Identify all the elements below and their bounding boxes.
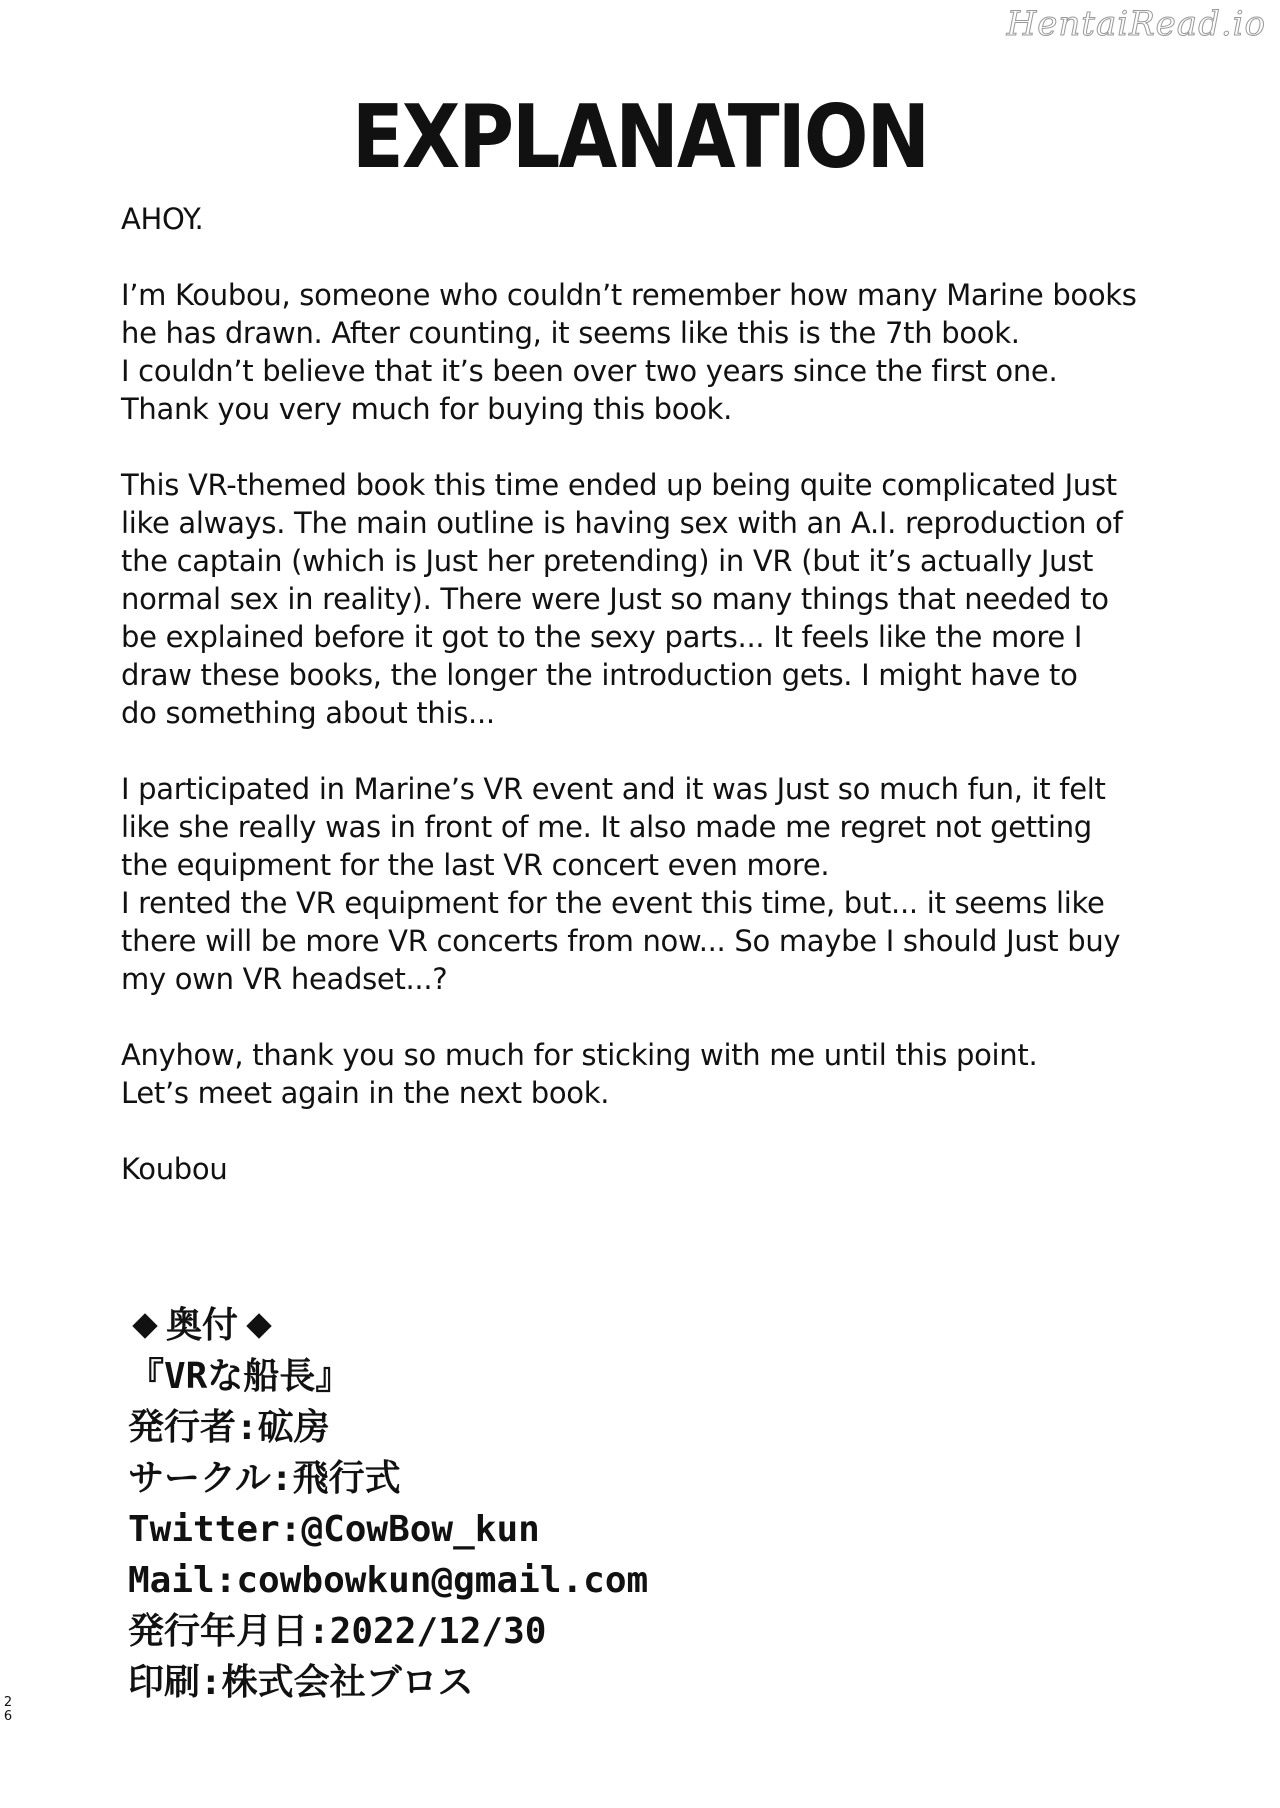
paragraph-line: I couldn’t believe that it’s been over two years since the first one. xyxy=(121,354,1058,388)
paragraph-line: the equipment for the last VR concert even more. xyxy=(121,848,830,882)
page-number-digit: 6 xyxy=(3,1709,13,1724)
site-watermark: HentaiRead.io xyxy=(1006,4,1266,44)
colophon-printer: 印刷:株式会社ブロス xyxy=(128,1662,474,1703)
paragraph-line: the captain (which is Just her pretending) in VR (but it’s actually Just xyxy=(121,544,1094,578)
paragraph-line: Let’s meet again in the next book. xyxy=(121,1076,610,1110)
paragraph-3 xyxy=(121,770,1181,998)
paragraph-line: I’m Koubou, someone who couldn’t remember how many Marine books xyxy=(121,278,1137,312)
afterword-body xyxy=(121,200,1181,1226)
paragraph-line: like always. The main outline is having sex with an A.I. reproduction of xyxy=(121,506,1123,540)
paragraph-line: like she really was in front of me. It also made me regret not getting xyxy=(121,810,1092,844)
colophon-twitter: Twitter:@CowBow_kun xyxy=(128,1509,540,1550)
colophon xyxy=(128,1300,648,1708)
signature xyxy=(121,1150,1181,1188)
paragraph-4 xyxy=(121,1036,1181,1112)
greeting xyxy=(121,200,1181,238)
paragraph-line: I rented the VR equipment for the event this time, but... it seems like xyxy=(121,886,1105,920)
paragraph-line: there will be more VR concerts from now... So maybe I should Just buy xyxy=(121,924,1121,958)
colophon-publisher: 発行者:砿房 xyxy=(128,1407,330,1448)
greeting-text: AHOY. xyxy=(121,202,204,236)
colophon-date: 発行年月日:2022/12/30 xyxy=(128,1611,547,1652)
page-title: EXPLANATION xyxy=(351,85,929,188)
paragraph-line: I participated in Marine’s VR event and it was Just so much fun, it felt xyxy=(121,772,1106,806)
signature-text: Koubou xyxy=(121,1152,228,1186)
colophon-book-title: 『VRな船長』 xyxy=(128,1356,352,1397)
paragraph-line: Anyhow, thank you so much for sticking with me until this point. xyxy=(121,1038,1038,1072)
paragraph-line: This VR-themed book this time ended up being quite complicated Just xyxy=(121,468,1117,502)
paragraph-line: be explained before it got to the sexy parts... It feels like the more I xyxy=(121,620,1083,654)
colophon-heading xyxy=(128,1300,648,1351)
page-number-digit: 2 xyxy=(3,1695,13,1710)
paragraph-line: do something about this... xyxy=(121,696,495,730)
paragraph-line: he has drawn. After counting, it seems like this is the 7th book. xyxy=(121,316,1020,350)
paragraph-line: normal sex in reality). There were Just so many things that needed to xyxy=(121,582,1109,616)
paragraph-line: my own VR headset...? xyxy=(121,962,448,996)
diamond-ornament-icon xyxy=(132,1313,157,1338)
paragraph-line: Thank you very much for buying this book. xyxy=(121,392,733,426)
paragraph-1 xyxy=(121,276,1181,428)
page-number xyxy=(2,1696,14,1724)
colophon-heading-text: 奥付 xyxy=(166,1305,239,1346)
colophon-mail: Mail:cowbowkun@gmail.com xyxy=(128,1560,649,1601)
colophon-circle: サークル:飛行式 xyxy=(128,1458,401,1499)
paragraph-2 xyxy=(121,466,1181,732)
diamond-ornament-icon xyxy=(246,1313,271,1338)
paragraph-line: draw these books, the longer the introduction gets. I might have to xyxy=(121,658,1078,692)
